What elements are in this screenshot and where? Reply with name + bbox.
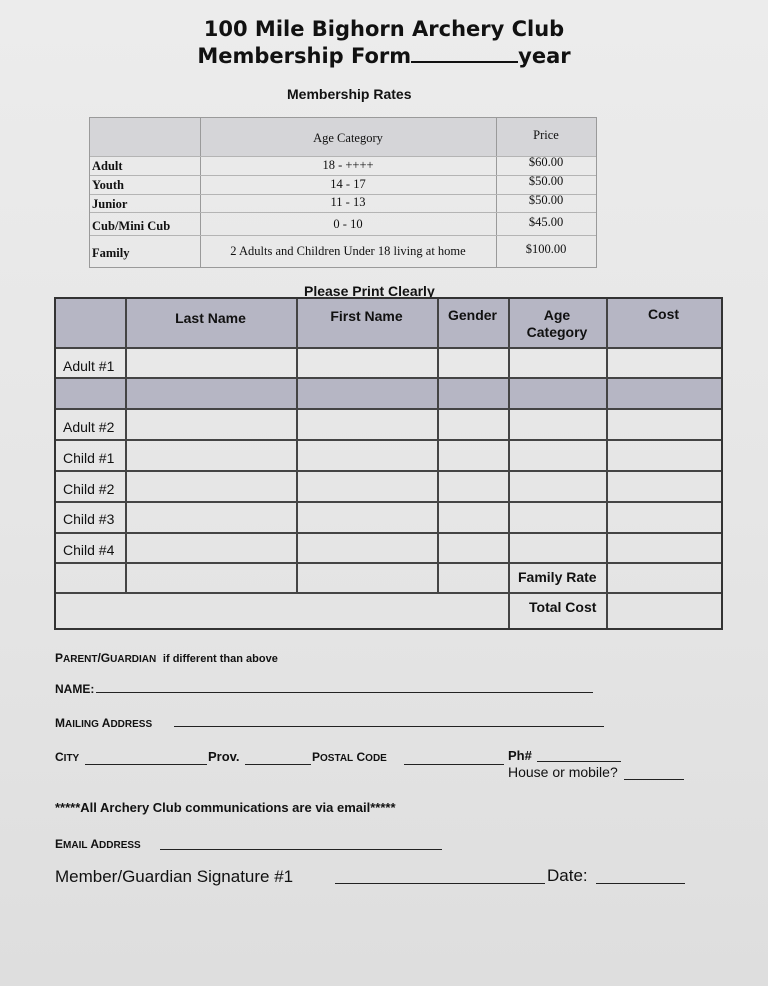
print-clearly-caption: Please Print Clearly (304, 283, 435, 299)
grid-line (56, 501, 721, 503)
postal-p: P (312, 750, 321, 764)
rates-row-label: Youth (92, 178, 124, 192)
postal-line[interactable] (404, 764, 504, 765)
header-age-category (508, 307, 606, 341)
postal-c: C (353, 750, 366, 764)
spacer-row-shade (56, 377, 721, 408)
row-label-child-2: Child #2 (63, 481, 115, 497)
grid-line (56, 439, 721, 441)
postal-ostal: OSTAL (320, 753, 354, 764)
email-label (55, 837, 141, 851)
guardian-heading-uardian: UARDIAN (110, 654, 157, 665)
grid-line (296, 299, 298, 593)
grid-line (56, 532, 721, 534)
rates-row-price: $60.00 (528, 155, 564, 169)
grid-line (56, 347, 721, 349)
header-gender: Gender (447, 307, 497, 323)
prov-line[interactable] (245, 764, 311, 765)
guardian-heading-arent: ARENT (63, 654, 98, 665)
family-rate-label: Family Rate (518, 569, 597, 585)
date-line[interactable] (596, 883, 685, 884)
rates-row-price: $45.00 (528, 215, 564, 229)
phone-label: Ph# (508, 748, 532, 763)
date-label: Date: (547, 866, 588, 885)
mailing-line[interactable] (174, 726, 604, 727)
prov-label: Prov. (208, 749, 240, 764)
rates-row-price: $50.00 (528, 174, 564, 188)
mailing-ddress: DDRESS (110, 719, 153, 730)
city-label (55, 750, 79, 764)
header-age-category-line1: Age (543, 307, 571, 323)
year-blank[interactable] (411, 43, 518, 63)
city-c: C (55, 750, 64, 764)
year-label: year (518, 44, 571, 68)
total-cost-label: Total Cost (529, 599, 597, 615)
rates-row-label: Cub/Mini Cub (92, 219, 171, 233)
phone-note: House or mobile? (508, 764, 618, 780)
guardian-heading (55, 651, 278, 665)
postal-label (312, 750, 387, 764)
row-label-adult-2: Adult #2 (63, 419, 115, 435)
mailing-ailing: AILING (65, 719, 99, 730)
rates-row-label: Adult (92, 159, 123, 173)
grid-line (56, 470, 721, 472)
signature-line[interactable] (335, 883, 545, 884)
grid-line (56, 592, 721, 594)
rates-row-age: 18 - ++++ (322, 158, 374, 172)
header-age-category-line2: Category (526, 324, 588, 340)
rates-divider (90, 235, 596, 236)
email-line[interactable] (160, 849, 442, 850)
email-notice: *****All Archery Club communications are via email***** (55, 800, 396, 815)
guardian-heading-p: P (55, 651, 64, 665)
rates-header-age: Age Category (313, 131, 383, 145)
mailing-label (55, 716, 152, 730)
name-line[interactable] (96, 692, 593, 693)
email-a: A (87, 837, 100, 851)
header-last-name: Last Name (175, 310, 246, 326)
email-ddress: DDRESS (99, 840, 141, 851)
row-label-child-3: Child #3 (63, 511, 115, 527)
rates-row-label: Family (92, 246, 130, 260)
row-label-adult-1: Adult #1 (63, 358, 115, 374)
rates-row-age: 14 - 17 (330, 177, 366, 191)
row-label-child-4: Child #4 (63, 542, 115, 558)
rates-header-price: Price (533, 128, 559, 142)
rates-table (89, 117, 597, 268)
grid-line (56, 562, 721, 564)
signature-label: Member/Guardian Signature #1 (55, 867, 294, 886)
email-e: E (55, 837, 64, 851)
grid-line (437, 299, 439, 593)
mailing-a: A (98, 716, 111, 730)
grid-line (56, 408, 721, 410)
rates-row-label: Junior (92, 197, 128, 211)
row-label-child-1: Child #1 (63, 450, 115, 466)
members-table (54, 297, 723, 630)
rates-divider (90, 212, 596, 213)
email-mail: MAIL (63, 840, 88, 851)
mailing-m: M (55, 716, 65, 730)
guardian-heading-note: if different than above (162, 653, 278, 665)
rates-row-age: 0 - 10 (333, 217, 363, 231)
rates-row-price: $100.00 (525, 242, 567, 256)
rates-row-age: 11 - 13 (330, 195, 366, 209)
city-line[interactable] (85, 764, 207, 765)
rates-row-age: 2 Adults and Children Under 18 living at home (230, 244, 466, 258)
form-subtitle (0, 43, 768, 70)
guardian-heading-g: /G (97, 651, 111, 665)
grid-line (56, 377, 721, 379)
name-label: NAME: (55, 682, 95, 696)
form-subtitle-text: Membership Form (197, 44, 412, 68)
phone-line[interactable] (537, 761, 621, 762)
header-cost: Cost (647, 306, 680, 322)
rates-row-price: $50.00 (528, 193, 564, 207)
form-title: 100 Mile Bighorn Archery Club (203, 17, 565, 41)
header-first-name: First Name (330, 308, 403, 324)
phone-type-line[interactable] (624, 779, 684, 780)
rates-title: Membership Rates (287, 86, 412, 102)
grid-line (125, 299, 127, 593)
postal-ode: ODE (365, 753, 387, 764)
city-ity: ITY (63, 753, 80, 764)
